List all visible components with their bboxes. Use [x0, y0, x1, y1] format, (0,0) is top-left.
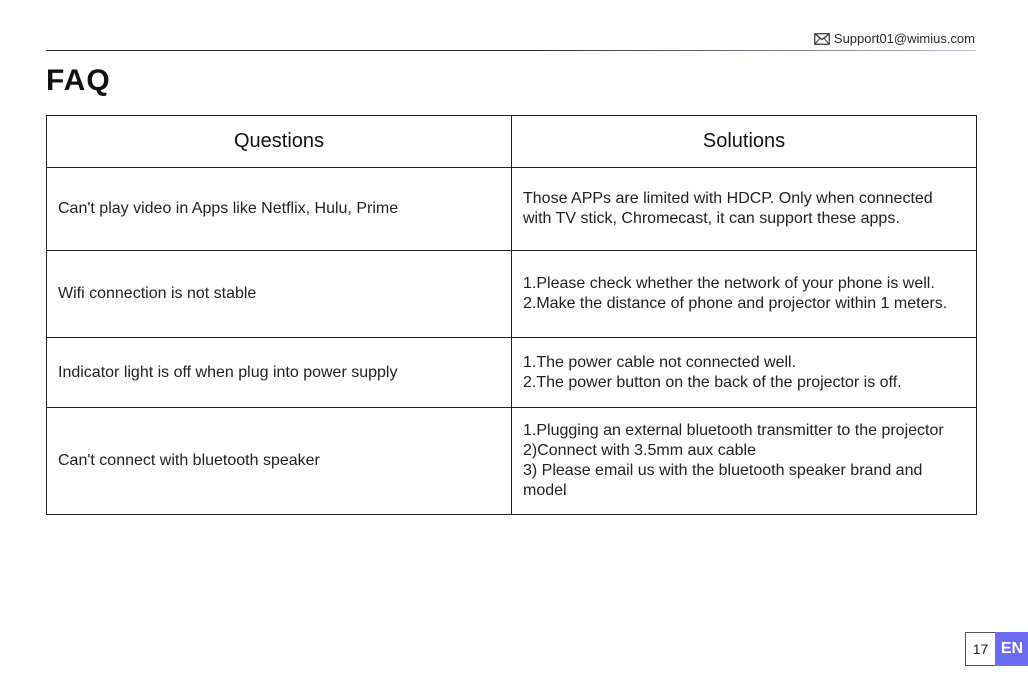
support-email-text: Support01@wimius.com	[833, 31, 975, 46]
solution-line: 1.Please check whether the network of your phone is well.	[523, 275, 935, 292]
support-email	[814, 31, 975, 46]
solution-line: 1.The power cable not connected well.	[523, 353, 797, 371]
questions-column-header: Questions	[47, 116, 512, 168]
page-number: 17	[965, 632, 995, 666]
solution-line: 2.The power button on the back of the projector is off.	[523, 373, 902, 391]
table-row	[47, 251, 977, 338]
table-row	[47, 168, 977, 251]
table-row	[47, 408, 977, 515]
solution-line: 2)Connect with 3.5mm aux cable	[523, 442, 756, 459]
question-cell: Wifi connection is not stable	[47, 251, 512, 338]
solution-cell	[512, 338, 977, 408]
solution-line: Those APPs are limited with HDCP. Only when connected with TV stick, Chromecast, it can support these apps.	[523, 190, 933, 227]
solutions-column-header: Solutions	[512, 116, 977, 168]
page-indicator	[965, 632, 1028, 666]
question-cell: Indicator light is off when plug into power supply	[47, 338, 512, 408]
solution-cell	[512, 168, 977, 251]
language-badge: EN	[995, 632, 1028, 666]
solution-line: 1.Plugging an external bluetooth transmitter to the projector	[523, 422, 944, 439]
question-cell: Can't play video in Apps like Netflix, Hulu, Prime	[47, 168, 512, 251]
solution-cell	[512, 408, 977, 515]
solution-cell	[512, 251, 977, 338]
page-title: FAQ	[46, 64, 111, 97]
solution-line: 2.Make the distance of phone and projector within 1 meters.	[523, 295, 948, 312]
header-divider	[46, 50, 976, 51]
table-header-row	[47, 116, 977, 168]
mail-icon	[814, 33, 830, 45]
solution-line: 3) Please email us with the bluetooth speaker brand and model	[523, 462, 923, 499]
question-cell: Can't connect with bluetooth speaker	[47, 408, 512, 515]
table-row	[47, 338, 977, 408]
faq-table	[46, 115, 977, 515]
